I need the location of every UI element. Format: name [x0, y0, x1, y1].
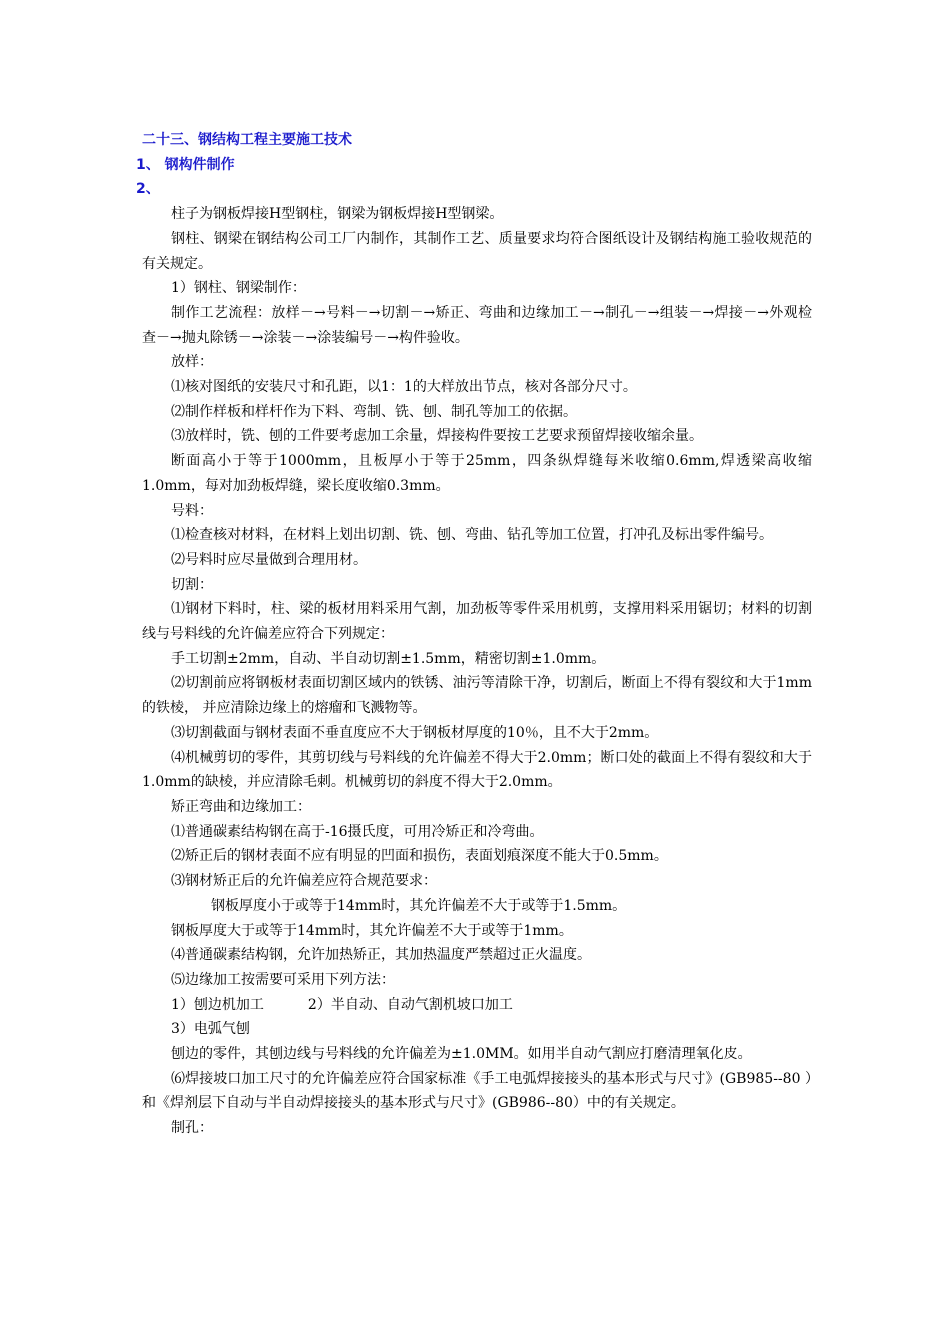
paragraph: 钢板厚度小于或等于14mm时，其允许偏差不大于或等于1.5mm。 — [211, 897, 627, 914]
paragraph: 1）钢柱、钢梁制作： — [171, 280, 306, 297]
paragraph: ⑹焊接坡口加工尺寸的允许偏差应符合国家标准《手工电弧焊接接头的基本形式与尺寸》(GB985--80 ）和《焊剂层下自动与半自动焊接接头的基本形式与尺寸》(GB986--80）中的有关规定。 — [142, 1070, 812, 1112]
method-item: 1）刨边机加工 — [171, 996, 264, 1013]
paragraph: 钢柱、钢梁在钢结构公司工厂内制作，其制作工艺、质量要求均符合图纸设计及钢结构施工验收规范的有关规定。 — [142, 230, 812, 272]
paragraph: ⑴普通碳素结构钢在高于-16摄氏度，可用冷矫正和冷弯曲。 — [171, 823, 544, 840]
paragraph: 放样： — [171, 354, 213, 371]
paragraph: 制孔： — [171, 1120, 213, 1137]
paragraph: 刨边的零件，其刨边线与号料线的允许偏差为±1.0MM。如用半自动气割应打磨清理氧化皮。 — [171, 1046, 752, 1063]
paragraph: 钢板厚度大于或等于14mm时，其允许偏差不大于或等于1mm。 — [171, 922, 573, 939]
paragraph: 3）电弧气刨 — [171, 1021, 250, 1038]
subsection-heading-2: 2、 — [136, 181, 160, 198]
paragraph: ⑴核对图纸的安装尺寸和孔距，以1：1的大样放出节点，核对各部分尺寸。 — [171, 379, 637, 396]
paragraph: ⑵制作样板和样杆作为下料、弯制、铣、刨、制孔等加工的依据。 — [171, 403, 577, 420]
paragraph: 手工切割±2mm，自动、半自动切割±1.5mm，精密切割±1.0mm。 — [171, 650, 606, 667]
paragraph: ⑷机械剪切的零件，其剪切线与号料线的允许偏差不得大于2.0mm；断口处的截面上不得有裂纹和大于1.0mm的缺棱，并应清除毛刺。机械剪切的斜度不得大于2.0mm。 — [142, 749, 812, 791]
paragraph: ⑶钢材矫正后的允许偏差应符合规范要求： — [171, 873, 437, 890]
paragraph: 制作工艺流程：放样－→号料－→切割－→矫正、弯曲和边缘加工－→制孔－→组装－→焊接－→外观检查－→抛丸除锈－→涂装－→涂装编号－→构件验收。 — [142, 304, 812, 346]
paragraph: ⑶切割截面与钢材表面不垂直度应不大于钢板材厚度的10％，且不大于2mm。 — [171, 724, 659, 741]
paragraph: 号料： — [171, 502, 213, 519]
paragraph: ⑶放样时，铣、刨的工件要考虑加工余量，焊接构件要按工艺要求预留焊接收缩余量。 — [171, 428, 703, 445]
document-body — [136, 128, 812, 1141]
paragraph: ⑸边缘加工按需要可采用下列方法： — [171, 971, 395, 988]
paragraph: 矫正弯曲和边缘加工： — [171, 798, 311, 815]
paragraph: ⑵切割前应将钢板材表面切割区域内的铁锈、油污等清除干净，切割后，断面上不得有裂纹和大于1mm的铁棱， 并应清除边缘上的熔瘤和飞溅物等。 — [142, 675, 812, 717]
paragraph: ⑷普通碳素结构钢，允许加热矫正，其加热温度严禁超过正火温度。 — [171, 947, 591, 964]
method-item: 2）半自动、自动气割机坡口加工 — [307, 996, 513, 1013]
section-title: 二十三、钢结构工程主要施工技术 — [142, 132, 352, 148]
paragraph: ⑵矫正后的钢材表面不应有明显的凹面和损伤，表面划痕深度不能大于0.5mm。 — [171, 848, 668, 865]
paragraph: 切割： — [171, 576, 213, 593]
paragraph: 柱子为钢板焊接H型钢柱，钢梁为钢板焊接H型钢梁。 — [171, 206, 504, 223]
paragraph: ⑴钢材下料时，柱、梁的板材用料采用气割，加劲板等零件采用机剪，支撑用料采用锯切；材料的切割线与号料线的允许偏差应符合下列规定： — [142, 601, 812, 643]
subsection-heading-1: 1、 钢构件制作 — [136, 156, 235, 173]
paragraph-methods — [142, 993, 812, 1018]
paragraph: 断面高小于等于1000mm，且板厚小于等于25mm，四条纵焊缝每米收缩0.6mm,焊透梁高收缩1.0mm，每对加劲板焊缝，梁长度收缩0.3mm。 — [142, 453, 812, 494]
paragraph: ⑴检查核对材料，在材料上划出切割、铣、刨、弯曲、钻孔等加工位置，打冲孔及标出零件编号。 — [171, 527, 773, 544]
paragraph: ⑵号料时应尽量做到合理用材。 — [171, 551, 367, 568]
